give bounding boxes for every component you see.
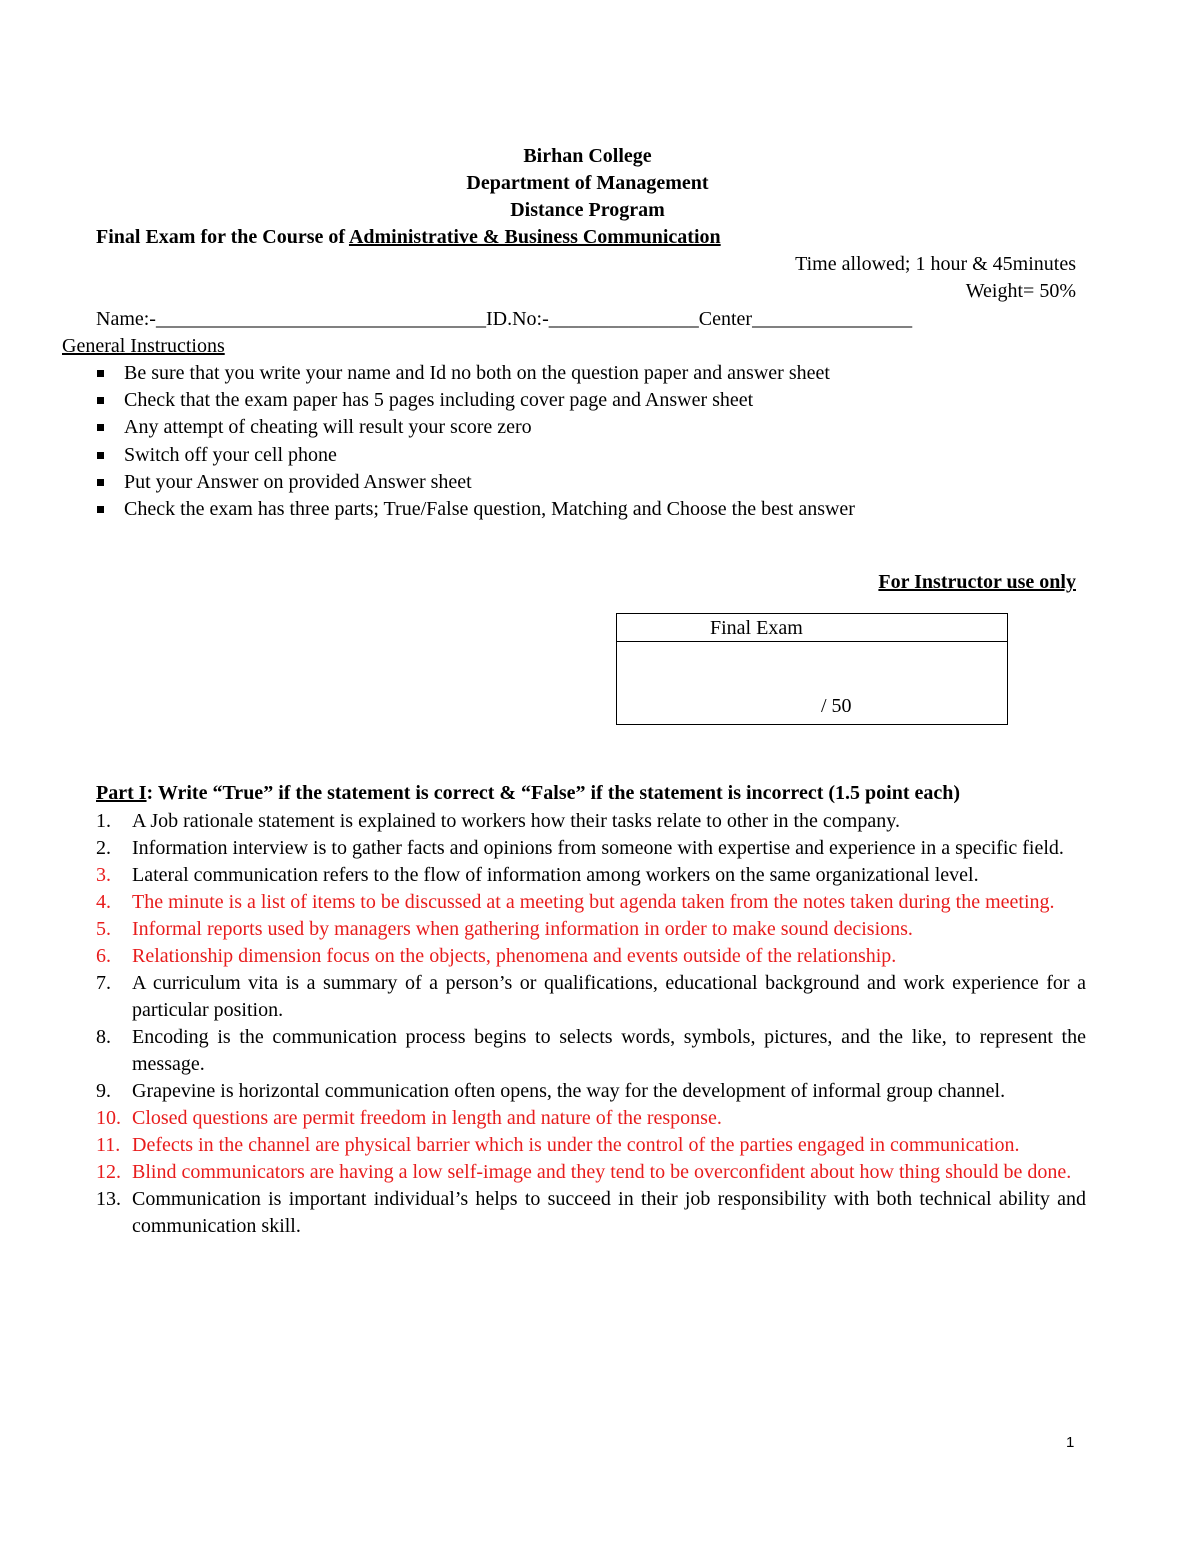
bullet-icon	[97, 424, 104, 431]
page-number: 1	[1066, 1434, 1075, 1451]
time-allowed: Time allowed; 1 hour & 45minutes	[795, 253, 1076, 275]
college-name: Birhan College	[523, 145, 652, 167]
exam-title	[96, 224, 721, 251]
part1-instructions: : Write “True” if the statement is correct & “False” if the statement is incorrect (1.5 point each)	[146, 782, 961, 804]
list-item: 6. Relationship dimension focus on the objects, phenomena and events outside of the relationship.	[96, 945, 897, 967]
center-label: Center	[698, 308, 753, 330]
department-name: Department of Management	[466, 172, 709, 194]
student-info-fields	[96, 306, 912, 333]
bullet-icon	[97, 479, 104, 486]
id-blank[interactable]: _______________	[548, 308, 699, 330]
bullet-icon	[97, 506, 104, 513]
program-name: Distance Program	[510, 199, 665, 221]
part1-label: Part I	[96, 782, 147, 804]
part1-heading	[96, 780, 960, 807]
bullet-icon	[97, 397, 104, 404]
list-item: 4. The minute is a list of items to be discussed at a meeting but agenda taken from the notes taken during the meeting.	[96, 891, 1055, 913]
list-item: 10. Closed questions are permit freedom in length and nature of the response.	[96, 1107, 722, 1129]
list-item: 11. Defects in the channel are physical barrier which is under the control of the parties engaged in communication.	[96, 1134, 1020, 1156]
list-item: 9. Grapevine is horizontal communication often opens, the way for the development of informal group channel.	[96, 1080, 1006, 1102]
score-box-title: Final Exam	[617, 614, 1007, 642]
bullet-icon	[97, 452, 104, 459]
name-label: Name:-	[96, 308, 156, 330]
instructor-use-label: For Instructor use only	[878, 571, 1076, 593]
weight: Weight= 50%	[965, 280, 1076, 302]
list-item: 3. Lateral communication refers to the flow of information among workers on the same organizational level.	[96, 864, 979, 886]
instructions-title: General Instructions	[62, 335, 225, 357]
list-item: 12. Blind communicators are having a low self-image and they tend to be overconfident about how thing should be done.	[96, 1161, 1072, 1183]
list-item: 1. A Job rationale statement is explained to workers how their tasks relate to other in the company.	[96, 810, 900, 832]
exam-title-prefix: Final Exam for the Course of	[96, 226, 349, 248]
list-item: 8. Encoding is the communication process begins to selects words, symbols, pictures, and the like, to represent the message.	[96, 1026, 1086, 1075]
question-list	[96, 808, 1086, 1240]
id-label: ID.No:-	[485, 308, 549, 330]
list-item: 13. Communication is important individual’s helps to succeed in their job responsibility with both technical ability and communication skill.	[96, 1188, 1086, 1237]
score-box	[616, 613, 1008, 725]
course-name: Administrative & Business Communication	[348, 226, 721, 248]
center-blank[interactable]: ________________	[752, 308, 913, 330]
list-item: 2. Information interview is to gather facts and opinions from someone with expertise and experience in a specific field.	[96, 837, 1064, 859]
score-box-value: / 50	[821, 695, 852, 717]
bullet-icon	[97, 370, 104, 377]
list-item: 5. Informal reports used by managers when gathering information in order to make sound decisions.	[96, 918, 913, 940]
name-blank[interactable]: _________________________________	[155, 308, 486, 330]
list-item: 7. A curriculum vita is a summary of a person’s or qualifications, educational background and work experience for a particular position.	[96, 972, 1086, 1021]
